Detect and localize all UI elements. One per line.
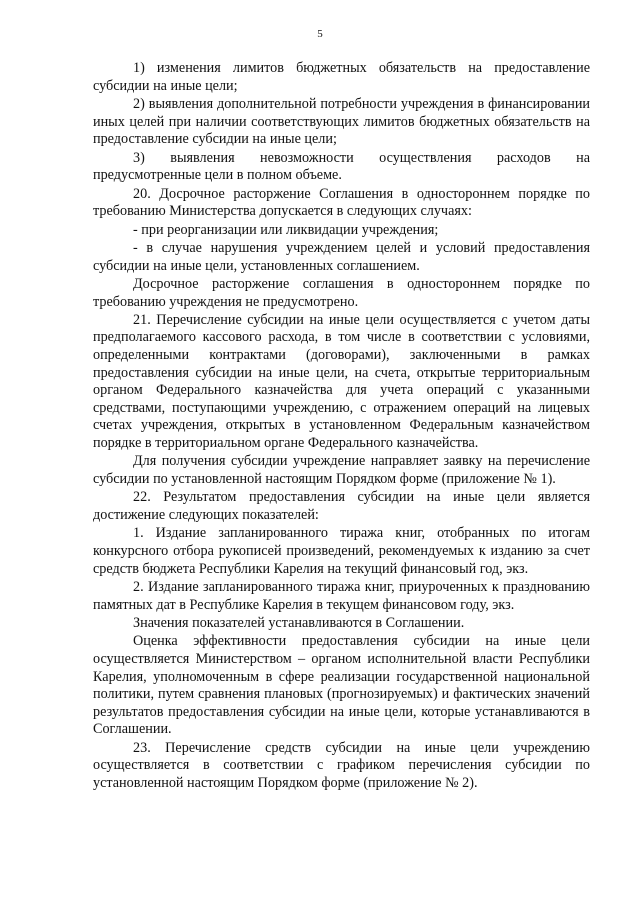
paragraph-10: 22. Результатом предоставления субсидии на иные цели является достижение следующих показателей: xyxy=(93,489,590,524)
paragraph-15: 23. Перечисление средств субсидии на иные цели учреждению осуществляется в соответствии с графиком перечисления субсидии по установленной настоящим Порядком форме (приложение № 2). xyxy=(93,739,590,791)
body-text xyxy=(93,60,590,793)
paragraph-9: Для получения субсидии учреждение направляет заявку на перечисление субсидии по установленной настоящим Порядком форме (приложение № 1). xyxy=(93,453,590,488)
paragraph-5: - при реорганизации или ликвидации учреждения; xyxy=(133,221,439,238)
paragraph-11: 1. Издание запланированного тиража книг, отобранных по итогам конкурсного отбора рукописей произведений, рекомендуемых к изданию за счет средств бюджета Республики Карелия на текущий финансовый год, экз. xyxy=(93,525,590,577)
paragraph-3: 3) выявления невозможности осуществления расходов на предусмотренные цели в полном объеме. xyxy=(93,149,590,184)
paragraph-12: 2. Издание запланированного тиража книг, приуроченных к празднованию памятных дат в Республике Карелия в текущем финансовом году, экз. xyxy=(93,578,590,613)
paragraph-14: Оценка эффективности предоставления субсидии на иные цели осуществляется Министерством – органом исполнительной власти Республики Карелия, уполномоченным в сфере реализации государственной национальной политики, путем сравнения плановых (прогнозируемых) и фактических значений результатов предоставления субсидии на иные цели, которые устанавливаются в Соглашении. xyxy=(93,633,590,738)
page-number: 5 xyxy=(317,28,323,40)
paragraph-7: Досрочное расторжение соглашения в одностороннем порядке по требованию учреждения не предусмотрено. xyxy=(93,275,590,310)
paragraph-8: 21. Перечисление субсидии на иные цели осуществляется с учетом даты предполагаемого кассового расхода, в том числе в соответствии с условиями, определенными контрактами (договорами), заключенными в рамках предоставления субсидии на иные цели, на счета, открытые территориальным органом Федерального казначейства для учета операций с указанными средствами, поступающими учреждению, с отражением операций на лицевых счетах учреждения, открытых в установленном Федеральным казначейством порядке в территориальном органе Федерального казначейства. xyxy=(93,311,590,452)
paragraph-2: 2) выявления дополнительной потребности учреждения в финансировании иных целей при наличии соответствующих лимитов бюджетных обязательств на предоставление субсидии на иные цели; xyxy=(93,95,590,148)
paragraph-6: - в случае нарушения учреждением целей и условий предоставления субсидии на иные цели, установленных соглашением. xyxy=(93,239,590,274)
paragraph-1: 1) изменения лимитов бюджетных обязательств на предоставление субсидии на иные цели; xyxy=(93,60,590,94)
paragraph-13: Значения показателей устанавливаются в Соглашении. xyxy=(133,614,465,631)
paragraph-4: 20. Досрочное расторжение Соглашения в одностороннем порядке по требованию Министерства допускается в следующих случаях: xyxy=(93,185,590,220)
